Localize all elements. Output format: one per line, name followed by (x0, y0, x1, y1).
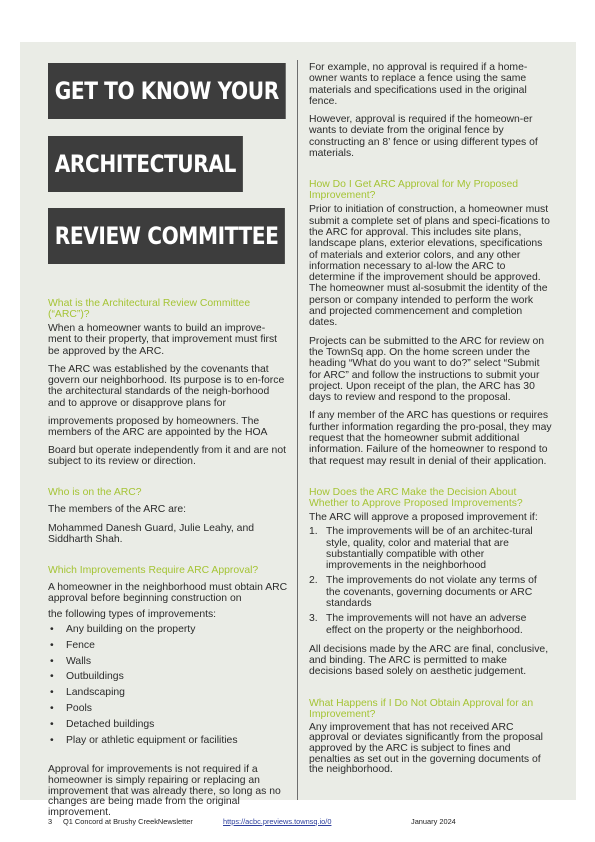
paragraph: The ARC was established by the covenants that govern our neighborhood. Its purpose is to en-force the architectural standards of the neigh-borhood and to approve or disapprove plans for (48, 363, 285, 409)
title-text-1: GET TO KNOW YOUR (54, 77, 279, 105)
approval-criteria-list (309, 526, 552, 636)
paragraph: Prior to initiation of construction, a homeowner must submit a complete set of plans and speci-fications to the ARC for approval. This includes site plans, landscape plans, exterior elevations, specifications of materials and exterior colors, and any other information necessary to al-low the ARC to determine if the improvement should be approved. The homeowner must al-sosubmit the identity of the person or company intended to perform the work and projected commencement and completion dates. (309, 204, 550, 329)
right-column (309, 62, 552, 783)
list-item: • Walls (48, 654, 288, 670)
paragraph: All decisions made by the ARC are final, conclusive, and binding. The ARC is permitted to make decisions based solely on aesthetic judgement. (309, 643, 549, 678)
list-item (309, 575, 552, 609)
paragraph: Any improvement that has not received ARC approval or deviates significantly from the proposal approved by the ARC is subject to fines and penalties as set out in the governing documents of the neighborhood. (309, 721, 543, 776)
list-item: • Any building on the property (48, 622, 288, 638)
paragraph: improvements proposed by homeowners. The members of the ARC are appointed by the HOA (48, 416, 268, 439)
list-number: 3. (309, 613, 318, 625)
list-item: • Detached buildings (48, 717, 288, 733)
paragraph: For example, no approval is required if a home-owner wants to replace a fence using the same materials and specifications used in the original fence. (309, 62, 528, 107)
paragraph: When a homeowner wants to build an improve-ment to their property, that improvement must first be approved by the ARC. (48, 323, 278, 357)
list-item (309, 526, 552, 571)
improvement-list (48, 622, 288, 748)
paragraph: If any member of the ARC has questions or requires further information regarding the pro-posal, they may request that the homeowner submit additional information. Failure of the homeowner to respond to that request may result in denial of their application. (309, 410, 552, 467)
section-heading-no-approval: What Happens if I Do Not Obtain Approval for an Improvement? (309, 697, 534, 720)
list-text: The improvements will be of an architec-tural style, quality, color and material that are substantially compatible with other improvements in the neighborhood (326, 526, 533, 572)
paragraph: the following types of improvements: (48, 608, 217, 620)
list-item (309, 613, 552, 636)
section-heading-who: Who is on the ARC? (48, 487, 142, 499)
paragraph: The members of the ARC are: (48, 504, 187, 516)
arc-members: Mohammed Danesh Guard, Julie Leahy, and Siddharth Shah. (48, 522, 255, 545)
paragraph: A homeowner in the neighborhood must obtain ARC approval before beginning construction on (48, 582, 288, 605)
list-item: • Pools (48, 701, 288, 717)
left-column (48, 298, 288, 825)
column-divider (297, 60, 298, 800)
list-number: 1. (309, 526, 318, 538)
paragraph: However, approval is required if the homeown-er wants to deviate from the original fence by constructing an 8’ fence or using different types of materials. (309, 114, 538, 160)
list-item: • Play or athletic equipment or facilities (48, 733, 288, 749)
title-banner-line-1 (48, 63, 286, 119)
paragraph: Board but operate independently from it and are not subject to its review or direction. (48, 444, 286, 467)
footer-date: January 2024 (411, 817, 456, 826)
list-item: • Outbuildings (48, 669, 288, 685)
section-heading-which-improvements: Which Improvements Require ARC Approval? (48, 565, 259, 577)
section-heading-how-to-get-approval: How Do I Get ARC Approval for My Proposed Improvement? (309, 179, 519, 202)
footer-publication: Q1 Concord at Brushy CreekNewsletter (63, 817, 193, 826)
section-heading-how-arc-decides: How Does the ARC Make the Decision About Whether to Approve Proposed Improvements? (309, 486, 523, 509)
paragraph: Projects can be submitted to the ARC for review on the TownSq app. On the home screen under the heading “What do you want to do?” select “Submit for ARC” and follow the instructions to submit your project. Upon receipt of the plan, the ARC has 30 days to review and respond to the proposal. (309, 335, 545, 404)
list-text: The improvements do not violate any terms of the covenants, governing documents or ARC standards (326, 575, 537, 609)
title-text-2: ARCHITECTURAL (54, 150, 236, 178)
list-text: The improvements will not have an adverse effect on the property or the neighborhood. (326, 613, 527, 636)
footer-link[interactable]: https://acbc.previews.townsq.io/0 (223, 817, 332, 826)
list-item: • Fence (48, 638, 288, 654)
list-number: 2. (309, 575, 318, 587)
list-item: • Landscaping (48, 685, 288, 701)
title-banner-line-3 (48, 208, 285, 264)
paragraph: Approval for improvements is not required if a homeowner is simply repairing or replacing an improvement that was already there, so long as no changes are being made from the original improvement. (48, 764, 281, 818)
footer-page-number: 3 (48, 817, 53, 826)
section-heading-what-is-arc: What is the Architectural Review Committee (“ARC”)? (48, 298, 251, 320)
title-banner-line-2 (48, 136, 243, 192)
paragraph: The ARC will approve a proposed improvement if: (309, 511, 538, 523)
title-text-3: REVIEW COMMITTEE (54, 222, 279, 250)
